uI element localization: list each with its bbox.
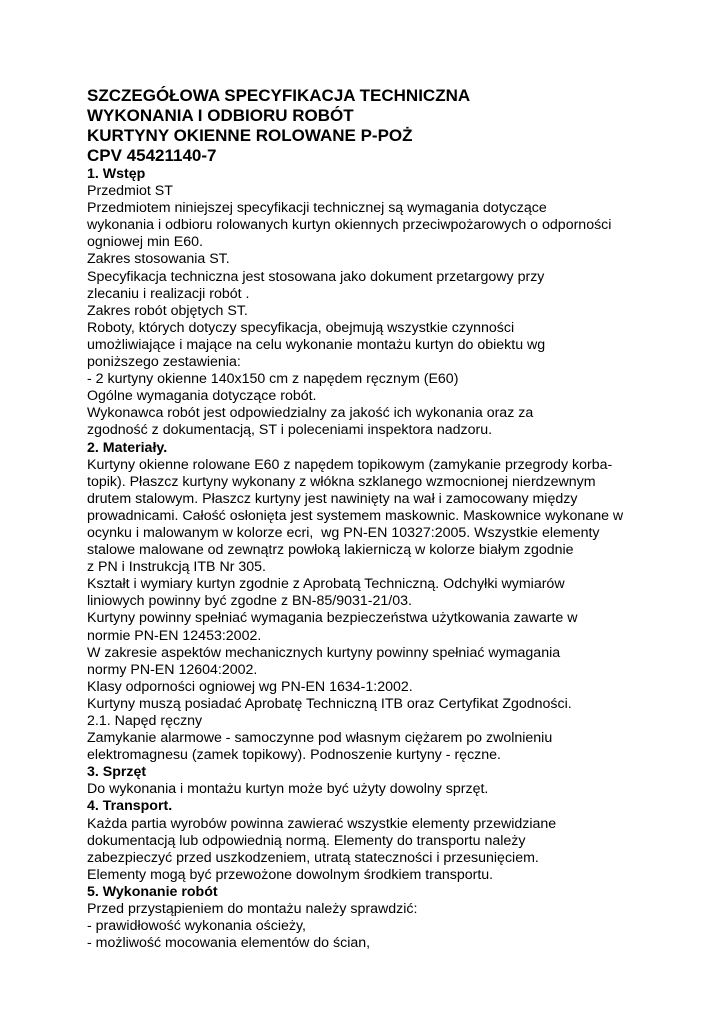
body-text-line: Przedmiot ST xyxy=(87,183,173,200)
body-text-line: Zakres robót objętych ST. xyxy=(87,302,248,319)
body-text-line: topik). Płaszcz kurtyny wykonany z włókna szklanego wzmocnionej nierdzewnym xyxy=(87,473,596,490)
body-text-line: Kurtyny muszą posiadać Aprobatę Techniczną ITB oraz Certyfikat Zgodności. xyxy=(87,695,572,712)
body-text-line: liniowych powinny być zgodne z BN-85/9031-21/03. xyxy=(87,593,412,610)
body-text-line: - możliwość mocowania elementów do ścian, xyxy=(87,935,371,952)
body-text-line: Do wykonania i montażu kurtyn może być użyty dowolny sprzęt. xyxy=(87,781,489,798)
body-text-line: Zakres stosowania ST. xyxy=(87,251,230,268)
body-text-line: z PN i Instrukcją ITB Nr 305. xyxy=(87,559,266,576)
document-title xyxy=(87,86,717,166)
body-text-line: Kształt i wymiary kurtyn zgodnie z Aprobatą Techniczną. Odchyłki wymiarów xyxy=(87,576,565,593)
body-text-line: - prawidłowość wykonania ościeży, xyxy=(87,918,306,935)
body-text-line: Każda partia wyrobów powinna zawierać wszystkie elementy przewidziane xyxy=(87,815,557,832)
section-heading: 2. Materiały. xyxy=(87,439,168,456)
body-text-line: Kurtyny powinny spełniać wymagania bezpieczeństwa użytkowania zawarte w xyxy=(87,610,578,627)
document-page xyxy=(87,86,717,952)
title-line-2: WYKONANIA I ODBIORU ROBÓT xyxy=(87,106,354,125)
body-text-line: Roboty, których dotyczy specyfikacja, obejmują wszystkie czynności xyxy=(87,319,515,336)
body-text-line: ocynku i malowanym w kolorze ecri, wg PN-EN 10327:2005. Wszystkie elementy xyxy=(87,524,600,541)
body-text-line: Ogólne wymagania dotyczące robót. xyxy=(87,388,317,405)
body-text-line: normie PN-EN 12453:2002. xyxy=(87,627,262,644)
body-text-line: zgodność z dokumentacją, ST i poleceniami inspektora nadzoru. xyxy=(87,422,493,439)
section-heading: 5. Wykonanie robót xyxy=(87,883,218,900)
title-line-3: KURTYNY OKIENNE ROLOWANE P-POŻ xyxy=(87,126,413,145)
section-heading: 4. Transport. xyxy=(87,798,173,815)
body-text-line: elektromagnesu (zamek topikowy). Podnoszenie kurtyny - ręczne. xyxy=(87,747,501,764)
body-text-line: prowadnicami. Całość osłonięta jest systemem maskownic. Maskownice wykonane w xyxy=(87,507,624,524)
title-line-4: CPV 45421140-7 xyxy=(87,146,217,165)
body-text-line: 2.1. Napęd ręczny xyxy=(87,713,203,729)
body-text-line: dokumentacją lub odpowiednią normą. Elementy do transportu należy xyxy=(87,832,526,849)
section-heading: 1. Wstęp xyxy=(87,166,146,182)
body-text-line: drutem stalowym. Płaszcz kurtyny jest nawinięty na wał i zamocowany między xyxy=(87,490,578,507)
body-text-line: Przedmiotem niniejszej specyfikacji technicznej są wymagania dotyczące xyxy=(87,200,547,217)
body-text-line: wykonania i odbioru rolowanych kurtyn okiennych przeciwpożarowych o odporności xyxy=(87,217,612,234)
body-text-line: Klasy odporności ogniowej wg PN-EN 1634-1:2002. xyxy=(87,678,413,695)
body-text-line: Zamykanie alarmowe - samoczynne pod własnym ciężarem po zwolnieniu xyxy=(87,730,553,747)
body-text-line: W zakresie aspektów mechanicznych kurtyny powinny spełniać wymagania xyxy=(87,644,561,661)
body-text-line: Kurtyny okienne rolowane E60 z napędem topikowym (zamykanie przegrody korba- xyxy=(87,456,613,473)
body-text-line: Elementy mogą być przewożone dowolnym środkiem transportu. xyxy=(87,866,494,883)
body-text-line: Wykonawca robót jest odpowiedzialny za jakość ich wykonania oraz za xyxy=(87,405,534,422)
document-body xyxy=(87,166,717,952)
body-text-line: - 2 kurtyny okienne 140x150 cm z napędem ręcznym (E60) xyxy=(87,371,459,388)
body-text-line: umożliwiające i mające na celu wykonanie montażu kurtyn do obiektu wg xyxy=(87,336,546,353)
body-text-line: ogniowej min E60. xyxy=(87,234,203,251)
body-text-line: Specyfikacja techniczna jest stosowana jako dokument przetargowy przy xyxy=(87,268,545,285)
title-line-1: SZCZEGÓŁOWA SPECYFIKACJA TECHNICZNA xyxy=(87,86,471,105)
body-text-line: Przed przystąpieniem do montażu należy sprawdzić: xyxy=(87,901,418,918)
body-text-line: normy PN-EN 12604:2002. xyxy=(87,661,258,678)
body-text-line: stalowe malowane od zewnątrz powłoką lakierniczą w kolorze białym zgodnie xyxy=(87,542,574,559)
body-text-line: zabezpieczyć przed uszkodzeniem, utratą stateczności i przesunięciem. xyxy=(87,849,539,866)
body-text-line: zlecaniu i realizacji robót . xyxy=(87,285,250,302)
section-heading: 3. Sprzęt xyxy=(87,764,147,781)
body-text-line: poniższego zestawienia: xyxy=(87,354,241,371)
